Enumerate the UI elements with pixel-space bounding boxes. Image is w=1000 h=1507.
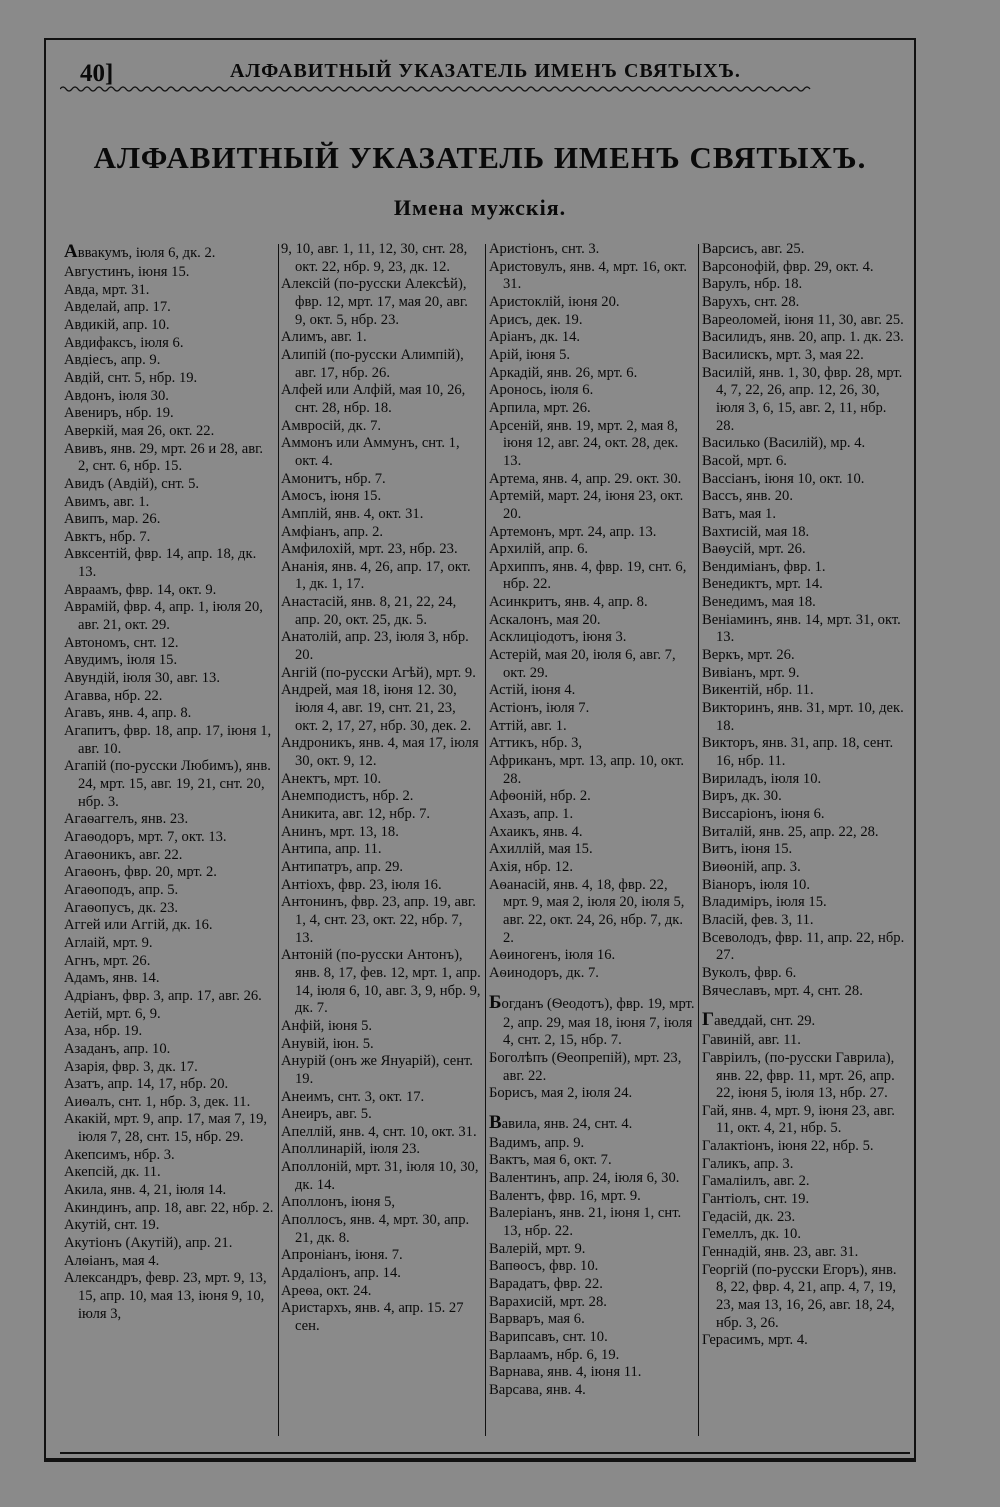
index-entry: Артемонъ, мрт. 24, апр. 13. [489,523,657,540]
section-gap [702,1000,906,1009]
index-entry: Азаданъ, апр. 10. [64,1040,171,1057]
index-entry: Аполлоній, мрт. 31, іюля 10, 30, дк. 14. [281,1159,479,1193]
index-entry: Вассіанъ, іюня 10, окт. 10. [702,470,865,487]
index-entry: Власій, фев. 3, 11. [702,911,814,928]
index-entry: Аммонъ или Аммунъ, снт. 1, окт. 4. [281,435,460,469]
index-column-1 [64,241,276,1431]
index-entry: Ваѳусій, мрт. 26. [702,541,806,558]
section-gap [489,983,695,992]
index-entry: Васой, мрт. 6. [702,452,787,469]
index-entry: Алѳіанъ, мая 4. [64,1252,160,1269]
index-entry: Аркадій, янв. 26, мрт. 6. [489,364,638,381]
index-entry: Антіохъ, фвр. 23, іюля 16. [281,876,442,893]
index-entry: Алимъ, авг. 1. [281,329,367,346]
index-entry: Варулъ, нбр. 18. [702,276,803,293]
index-entry: Гавиній, авг. 11. [702,1032,801,1049]
index-entry: Гай, янв. 4, мрт. 9, іюня 23, авг. 11, окт. 4, 21, нбр. 5. [702,1102,895,1137]
index-entry: Аристовулъ, янв. 4, мрт. 16, окт. 31. [489,258,688,293]
index-entry: Аникита, авг. 12, нбр. 7. [281,806,431,822]
index-entry: Афѳоній, нбр. 2. [489,788,591,805]
index-entry: Авксентій, фвр. 14, апр. 18, дк. 13. [64,546,257,581]
column-rule-1 [278,244,279,1436]
index-entry: Викторъ, янв. 31, апр. 18, сент. 16, нбр. 11. [702,735,894,770]
index-entry: Аверкій, мая 26, окт. 22. [64,422,215,439]
index-entry: Артемій, март. 24, іюня 23, окт. 20. [489,488,684,522]
index-entry: Антонинъ, фвр. 23, апр. 19, авг. 1, 4, снт. 23, окт. 22, нбр. 7, 13. [281,894,476,946]
index-entry: Анектъ, мрт. 10. [281,770,382,787]
index-entry: Галикъ, апр. 3. [702,1155,794,1172]
index-entry: Анатолій, апр. 23, іюля 3, нбр. 20. [281,629,469,664]
index-entry: Вахтисій, мая 18. [702,523,810,540]
index-entry: Виталій, янв. 25, апр. 22, 28. [702,823,879,840]
running-title: АЛФАВИТНЫЙ УКАЗАТЕЛЬ ИМЕНЪ СВЯТЫХЪ. [230,60,741,82]
index-entry: Ахія, нбр. 12. [489,858,573,875]
index-entry: Ардаліонъ, апр. 14. [281,1265,401,1282]
index-column-4 [702,241,906,1431]
index-entry: Акакій, мрт. 9, апр. 17, мая 7, 19, іюля 7, 28, снт. 15, нбр. 29. [64,1111,268,1146]
index-entry: Вендиміанъ, фвр. 1. [702,558,826,575]
index-entry: Аристіонъ, снт. 3. [489,241,600,257]
index-entry: Виѳоній, апр. 3. [702,858,801,875]
index-entry: Василій, янв. 1, 30, фвр. 28, мрт. 4, 7, 22, 26, апр. 12, 26, 30, іюля 3, 6, 15, авг. 2, 11, нбр. 28. [702,364,903,434]
index-entry: Асклиціодотъ, іюня 3. [489,629,627,646]
page-number: 40] [80,60,114,87]
index-entry: Адамъ, янв. 14. [64,970,160,987]
index-entry: Авделай, апр. 17. [64,299,171,316]
index-entry: Валентъ, фвр. 16, мрт. 9. [489,1187,641,1204]
index-entry: Гавріилъ, (по-русски Гаврила), янв. 22, фвр. 11, мрт. 26, апр. 22, іюня 5, іюля 13, нбр. 27. [702,1049,895,1102]
index-entry: Авдіесъ, апр. 9. [64,352,161,369]
index-entry: Варахисій, мрт. 28. [489,1293,607,1310]
index-entry: Вивіанъ, мрт. 9. [702,664,800,681]
index-entry: Арсеній, янв. 19, мрт. 2, мая 8, іюня 12, авг. 24, окт. 28, дек. 13. [489,417,679,469]
index-entry: Варухъ, снт. 28. [702,293,800,310]
index-entry: Анурій (онъ же Януарій), сент. 19. [281,1053,473,1087]
index-entry: Аза, нбр. 19. [64,1023,143,1040]
index-entry: Агаѳоподъ, апр. 5. [64,881,179,898]
index-entry: Апеллій, янв. 4, снт. 10, окт. 31. [281,1123,477,1140]
index-entry: Анувій, іюн. 5. [281,1035,374,1052]
index-entry: Агавъ, янв. 4, апр. 8. [64,705,192,722]
index-entry: Аполлосъ, янв. 4, мрт. 30, апр. 21, дк. 8. [281,1212,470,1246]
index-entry: Боголѣпъ (Ѳеопрепій), мрт. 23, авг. 22. [489,1049,682,1084]
index-entry: Геннадій, янв. 23, авг. 31. [702,1244,859,1261]
column-rule-2 [485,244,486,1436]
index-entry: Аѳинодоръ, дк. 7. [489,964,599,981]
index-entry: Авдикій, апр. 10. [64,316,170,333]
index-entry: Асинкритъ, янв. 4, апр. 8. [489,594,648,611]
index-entry: Варадатъ, фвр. 22. [489,1276,603,1293]
index-entry: Ватъ, мая 1. [702,505,776,522]
index-entry: Астерій, мая 20, іюля 6, авг. 7, окт. 29. [489,647,676,681]
index-entry: Авктъ, нбр. 7. [64,528,151,545]
index-entry: Ахаикъ, янв. 4. [489,823,583,840]
index-entry: Анинъ, мрт. 13, 18. [281,823,399,840]
index-entry: Валеріанъ, янв. 21, іюня 1, снт. 13, нбр. 22. [489,1205,682,1240]
index-entry: Вактъ, мая 6, окт. 7. [489,1152,612,1169]
index-entry: Авундій, іюля 30, авг. 13. [64,670,220,687]
index-column-2 [281,241,481,1431]
index-entry: Алипій (по-русски Алимпій), авг. 17, нбр. 26. [281,346,464,381]
index-entry: Виссаріонъ, іюня 6. [702,806,825,822]
index-entry: Анемподистъ, нбр. 2. [281,788,414,805]
bottom-rule [60,1452,910,1454]
index-entry: Владиміръ, іюля 15. [702,894,827,911]
index-entry: Варсисъ, авг. 25. [702,241,805,257]
index-entry: Амонитъ, нбр. 7. [281,470,386,487]
index-entry: Арпила, мрт. 26. [489,399,591,416]
index-entry: Варваръ, мая 6. [489,1311,585,1328]
index-entry: Вассъ, янв. 20. [702,488,793,505]
index-entry: Варсонофій, фвр. 29, окт. 4. [702,258,874,275]
index-entry: Антипа, апр. 11. [281,841,382,858]
index-column-3 [489,241,695,1431]
index-entry: Агапій (по-русски Любимъ), янв. 24, мрт. 15, авг. 19, 21, снт. 20, нбр. 3. [64,758,271,810]
index-entry: Герасимъ, мрт. 4. [702,1332,808,1349]
index-entry: Аиѳалъ, снт. 1, нбр. 3, дек. 11. [64,1093,251,1110]
index-entry: Гемеллъ, дк. 10. [702,1226,801,1243]
index-entry: Амфилохій, мрт. 23, нбр. 23. [281,541,458,558]
index-entry: Богданъ (Ѳеодотъ), фвр. 19, мрт. 2, апр. 29, мая 18, іюня 7, іюля 4, снт. 2, 15, нбр. 7. [489,991,695,1049]
index-entry: Ахиллій, мая 15. [489,841,593,858]
index-entry: Гаведдай, снт. 29. [702,1009,816,1031]
section-gap [489,1103,695,1112]
index-entry: Авдій, снт. 5, нбр. 19. [64,369,198,386]
index-entry: Артема, янв. 4, апр. 29. окт. 30. [489,470,682,487]
index-entry: Веркъ, мрт. 26. [702,647,795,664]
index-entry: Аввакумъ, іюля 6, дк. 2. [64,241,216,262]
index-entry: Августинъ, іюня 15. [64,263,190,280]
index-entry: Амвросій, дк. 7. [281,417,382,434]
index-entry: Алексій (по-русски Алексѣй), фвр. 12, мрт. 17, мая 20, авг. 9, окт. 5, нбр. 23. [281,276,468,328]
index-entry: Венедимъ, мая 18. [702,594,816,611]
index-entry: Галактіонъ, іюня 22, нбр. 5. [702,1138,874,1155]
index-entry: Антипатръ, апр. 29. [281,858,404,875]
index-entry: Варипсавъ, снт. 10. [489,1329,608,1345]
section-subtitle: Имена мужскія. [393,195,567,220]
index-entry: Витъ, іюня 15. [702,841,793,858]
index-entry: Валентинъ, апр. 24, іюля 6, 30. [489,1170,680,1187]
index-entry: Василискъ, мрт. 3, мая 22. [702,346,864,363]
index-entry: Акутій, снт. 19. [64,1217,160,1234]
index-entry: Анфій, іюня 5. [281,1017,373,1034]
index-entry: Архиппъ, янв. 4, фвр. 19, снт. 6, нбр. 22. [489,558,687,593]
index-entry: Авраамъ, фвр. 14, окт. 9. [64,581,217,598]
index-entry: Варсава, янв. 4. [489,1381,586,1398]
index-entry: Акепсимъ, нбр. 3. [64,1146,175,1163]
index-entry: Вадимъ, апр. 9. [489,1134,585,1151]
index-entry: Агаѳоникъ, авг. 22. [64,846,183,863]
index-entry: Ареѳа, окт. 24. [281,1282,372,1299]
index-entry: Аѳиногенъ, іюля 16. [489,947,616,964]
index-entry: Авда, мрт. 31. [64,281,150,298]
index-entry: 9, 10, авг. 1, 11, 12, 30, снт. 28, окт. 22, нбр. 9, 23, дк. 12. [281,241,468,275]
index-entry: Вячеславъ, мрт. 4, снт. 28. [702,982,863,999]
index-entry: Акиндинъ, апр. 18, авг. 22, нбр. 2. [64,1199,274,1216]
index-entry: Варнава, янв. 4, іюня 11. [489,1364,642,1381]
index-entry: Амплій, янв. 4, окт. 31. [281,505,424,522]
index-entry: Автономъ, снт. 12. [64,634,179,651]
index-entry: Вуколъ, фвр. 6. [702,964,797,981]
index-entry: Аристоклій, іюня 20. [489,293,620,310]
index-entry: Архилій, апр. 6. [489,541,589,558]
index-entry: Азатъ, апр. 14, 17, нбр. 20. [64,1076,229,1093]
wavy-rule [60,84,900,94]
index-entry: Вириладъ, іюля 10. [702,770,822,787]
index-entry: Аристархъ, янв. 4, апр. 15. 27 сен. [281,1300,464,1335]
index-entry: Агаѳопусъ, дк. 23. [64,899,179,916]
main-title: АЛФАВИТНЫЙ УКАЗАТЕЛЬ ИМЕНЪ СВЯТЫХЪ. [93,140,867,175]
index-entry: Агапитъ, фвр. 18, апр. 17, іюня 1, авг. 10. [64,723,272,757]
index-entry: Аѳанасій, янв. 4, 18, фвр. 22, мрт. 9, мая 2, іюля 20, іюля 5, авг. 22, окт. 24, 26, нбр. 7, дк. 2. [489,876,685,946]
index-entry: Аріанъ, дк. 14. [489,329,581,346]
index-entry: Андроникъ, янв. 4, мая 17, іюля 30, окт. 9, 12. [281,735,479,770]
index-entry: Адріанъ, фвр. 3, апр. 17, авг. 26. [64,987,262,1004]
index-entry: Василидъ, янв. 20, апр. 1. дк. 23. [702,329,904,346]
index-entry: Веніаминъ, янв. 14, мрт. 31, окт. 13. [702,611,901,646]
column-rule-3 [698,244,699,1436]
index-entry: Аттикъ, нбр. 3, [489,735,583,752]
index-entry: Ангій (по-русски Агѣй), мрт. 9. [281,664,476,681]
index-entry: Венедиктъ, мрт. 14. [702,576,823,593]
index-entry: Алфей или Алфій, мая 10, 26, снт. 28, нбр. 18. [281,382,466,416]
index-entry: Арисъ, дек. 19. [489,311,583,328]
index-entry: Агнъ, мрт. 26. [64,952,151,969]
index-entry: Анеиръ, авг. 5. [281,1106,372,1123]
index-entry: Агаѳодоръ, мрт. 7, окт. 13. [64,828,227,845]
index-entry: Аврамій, фвр. 4, апр. 1, іюля 20, авг. 21, окт. 29. [64,599,263,634]
index-entry: Агаѳаггелъ, янв. 23. [64,811,189,828]
index-entry: Гамаліилъ, авг. 2. [702,1173,810,1190]
index-entry: Авимъ, авг. 1. [64,493,150,510]
index-entry: Астіонъ, іюля 7. [489,700,590,717]
index-entry: Александръ, февр. 23, мрт. 9, 13, 15, апр. 10, мая 13, іюня 9, 10, іюля 3, [64,1270,267,1322]
index-entry: Гедасій, дк. 23. [702,1208,796,1225]
index-entry: Викторинъ, янв. 31, мрт. 10, дек. 18. [702,700,904,734]
index-entry: Авивъ, янв. 29, мрт. 26 и 28, авг. 2, снт. 6, нбр. 15. [64,440,264,475]
index-entry: Аполлинарій, іюля 23. [281,1141,421,1158]
index-entry: Авдифаксъ, іюля 6. [64,334,184,351]
index-entry: Аполлонъ, іюня 5, [281,1194,396,1211]
index-entry: Акила, янв. 4, 21, іюля 14. [64,1182,227,1199]
index-entry: Амосъ, іюня 15. [281,488,382,505]
index-entry: Гантіолъ, снт. 19. [702,1191,810,1208]
index-entry: Азарія, фвр. 3, дк. 17. [64,1058,198,1075]
index-entry: Варлаамъ, нбр. 6, 19. [489,1346,620,1363]
index-entry: Авдонъ, іюля 30. [64,387,169,404]
index-entry: Андрей, мая 18, іюня 12. 30, іюля 4, авг. 19, снт. 21, 23, окт. 2, 17, 27, нбр. 30, дек. 2. [281,682,472,734]
index-entry: Ахазъ, апр. 1. [489,806,574,822]
index-entry: Акутіонъ (Акутій), апр. 21. [64,1235,233,1252]
index-entry: Аглаій, мрт. 9. [64,934,153,951]
index-entry: Аскалонъ, мая 20. [489,611,601,628]
index-entry: Акепсій, дк. 11. [64,1164,161,1181]
index-entry: Всеволодъ, фвр. 11, апр. 22, нбр. 27. [702,929,905,964]
index-entry: Африканъ, мрт. 13, апр. 10, окт. 28. [489,753,685,787]
index-entry: Агавва, нбр. 22. [64,687,163,704]
index-entry: Авениръ, нбр. 19. [64,405,174,422]
index-entry: Василько (Василій), мр. 4. [702,435,866,452]
index-entry: Георгій (по-русски Егоръ), янв. 8, 22, фвр. 4, 21, апр. 4, 7, 19, 23, мая 13, 16, 26, авг. 18, 24, нбр. 3, 26. [702,1261,897,1331]
index-entry: Віаноръ, іюля 10. [702,876,810,893]
index-entry: Анастасій, янв. 8, 21, 22, 24, апр. 20, окт. 25, дк. 5. [281,594,457,628]
index-entry: Аттій, авг. 1. [489,717,567,734]
index-entry: Апроніанъ, іюня. 7. [281,1247,403,1264]
index-entry: Авудимъ, іюля 15. [64,652,178,669]
index-entry: Виръ, дк. 30. [702,788,782,805]
index-entry: Арій, іюня 5. [489,346,571,363]
index-entry: Аггей или Аггій, дк. 16. [64,917,213,934]
index-entry: Аронось, іюля 6. [489,382,594,399]
index-entry: Авидъ (Авдій), снт. 5. [64,475,200,492]
index-entry: Астій, іюня 4. [489,682,576,699]
index-entry: Анеимъ, снт. 3, окт. 17. [281,1088,425,1105]
index-entry: Антоній (по-русски Антонъ), янв. 8, 17, фев. 12, мрт. 1, апр. 14, іюля 6, 10, авг. 3, 9, нбр. 9, дк. 7. [281,947,481,1017]
index-entry: Аетій, мрт. 6, 9. [64,1005,161,1022]
index-entry: Викентій, нбр. 11. [702,682,814,699]
index-entry: Борисъ, мая 2, іюля 24. [489,1085,633,1102]
index-entry: Вапѳосъ, фвр. 10. [489,1258,599,1275]
index-entry: Агаѳонъ, фвр. 20, мрт. 2. [64,864,217,881]
index-entry: Амфіанъ, апр. 2. [281,523,384,540]
index-entry: Вареоломей, іюня 11, 30, авг. 25. [702,311,904,328]
index-entry: Ананія, янв. 4, 26, апр. 17, окт. 1, дк. 1, 17. [281,558,471,593]
index-entry: Валерій, мрт. 9. [489,1240,586,1257]
index-entry: Авипъ, мар. 26. [64,511,161,528]
index-entry: Вавила, янв. 24, снт. 4. [489,1111,633,1133]
